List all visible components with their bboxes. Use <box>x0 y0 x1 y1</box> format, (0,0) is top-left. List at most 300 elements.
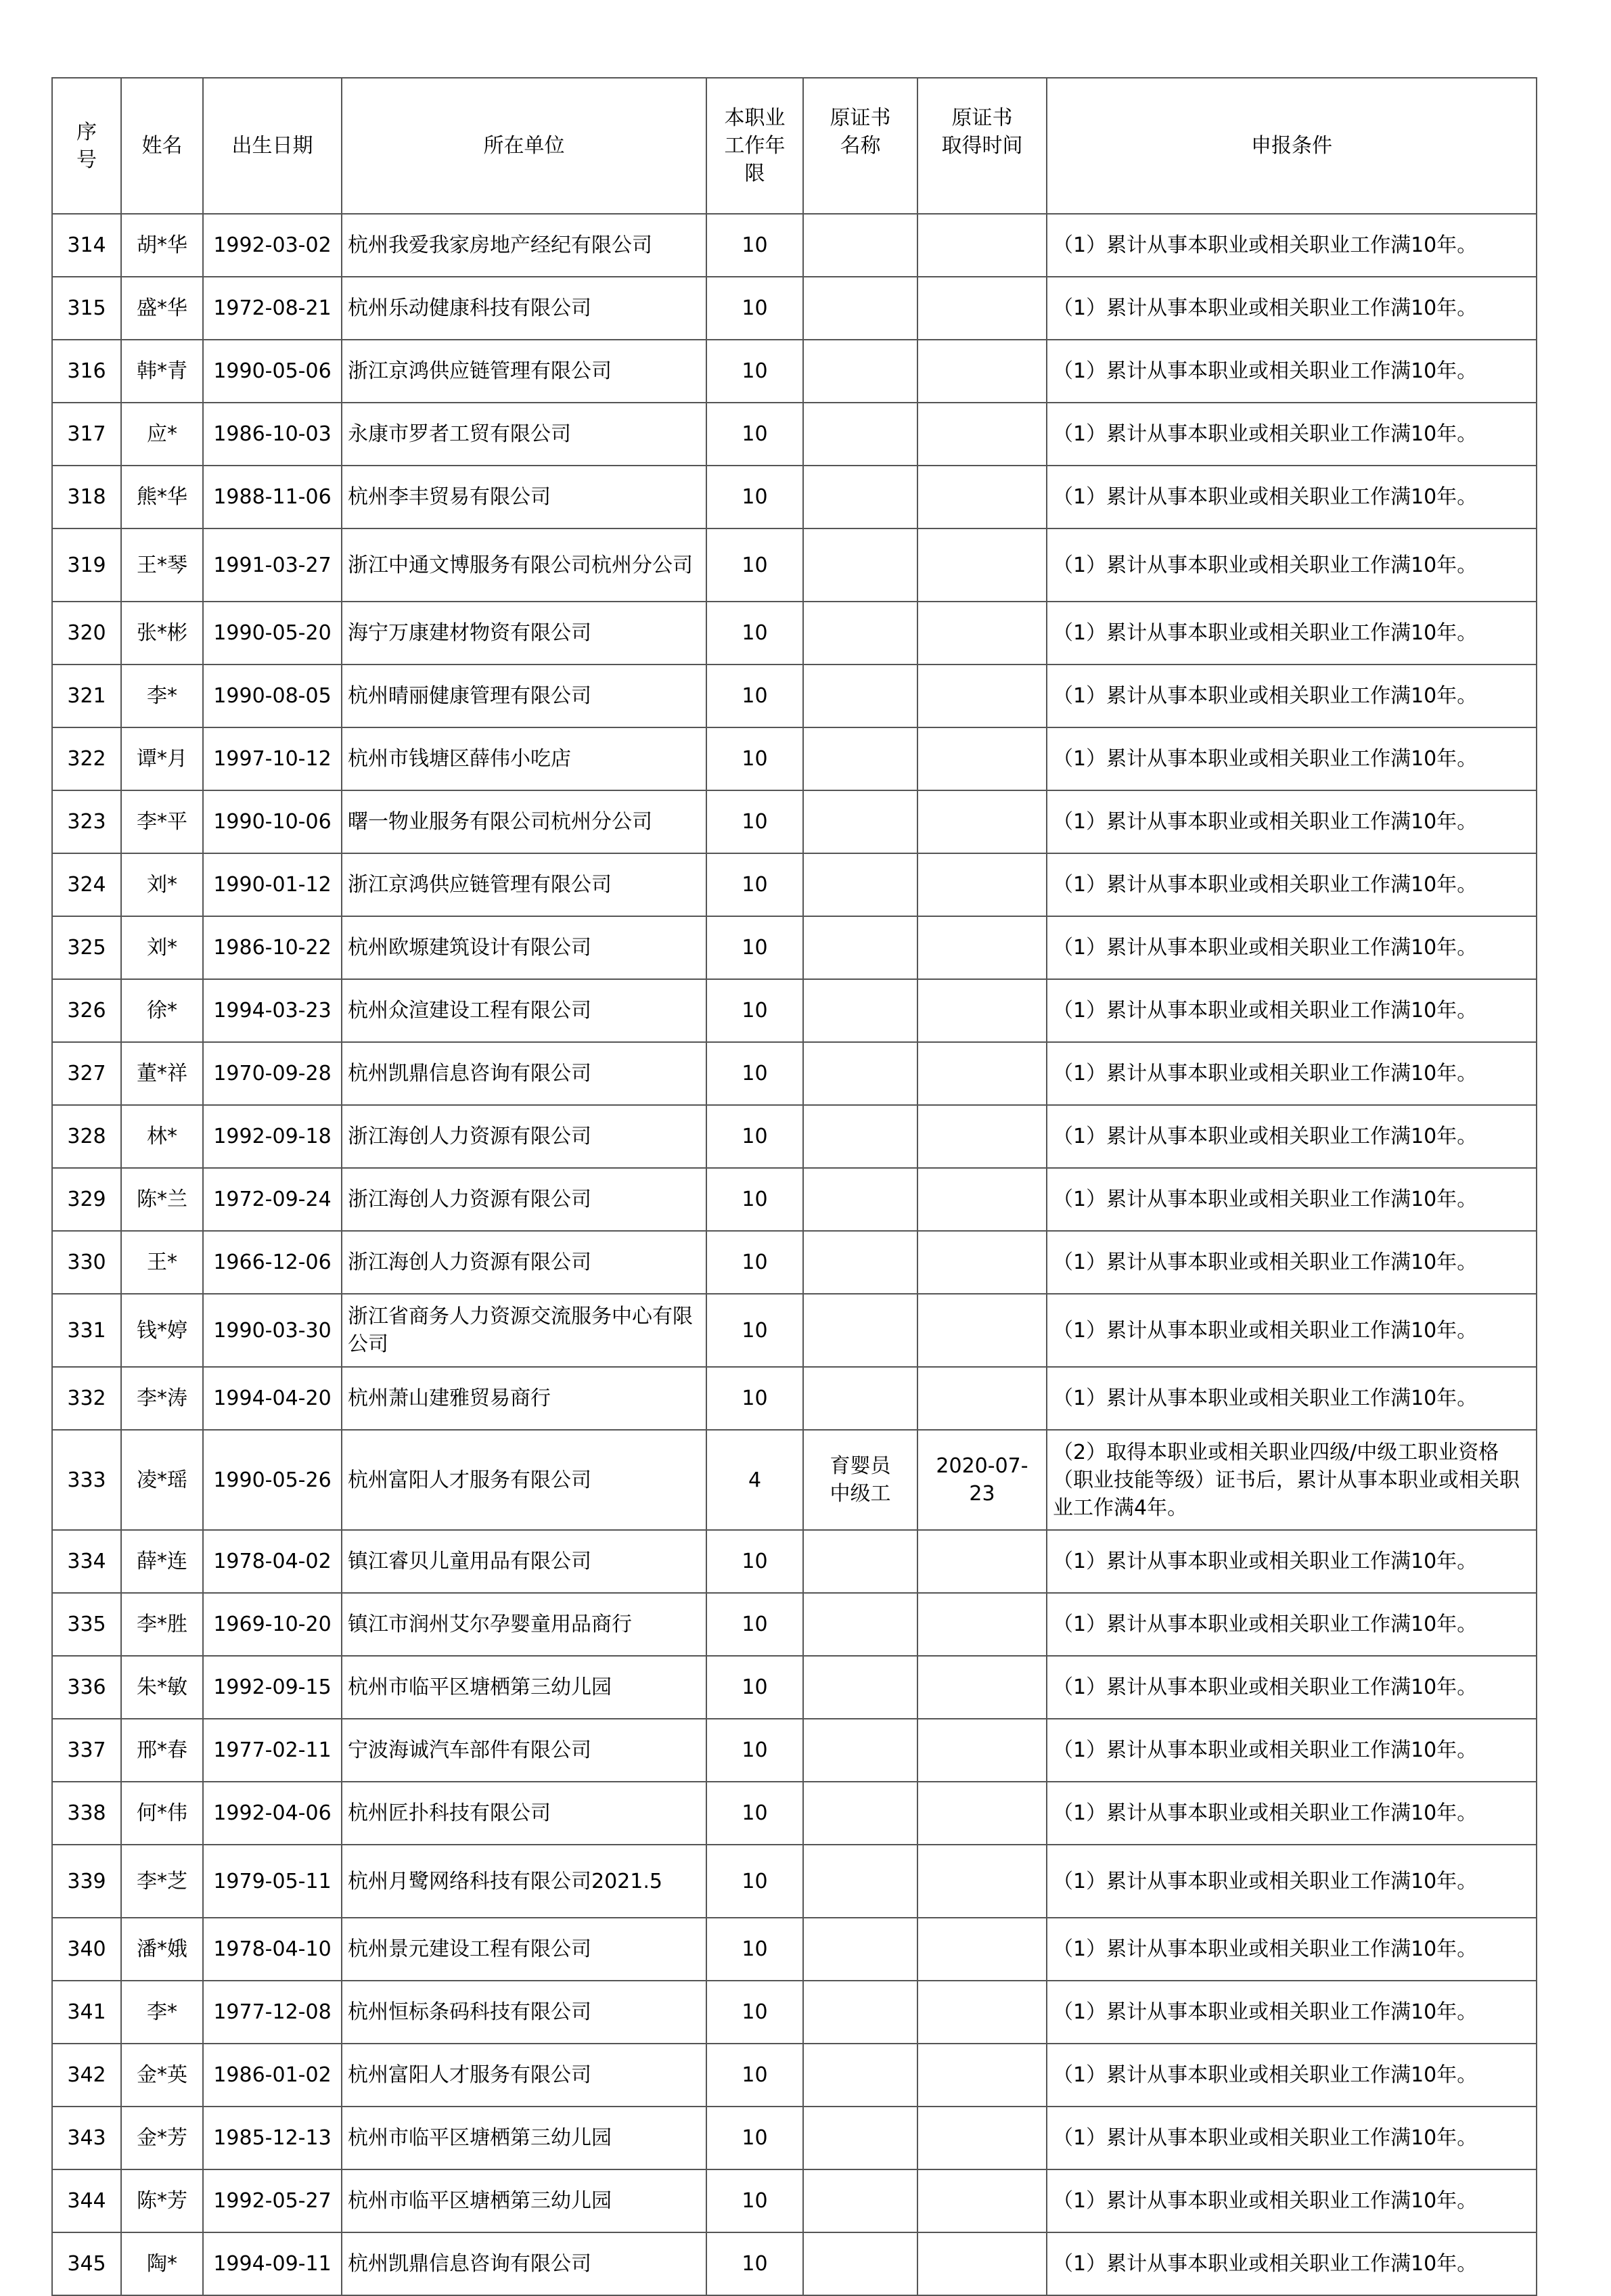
cell-birth: 1992-05-27 <box>203 2169 342 2232</box>
cell-name: 应* <box>121 403 203 466</box>
table-row <box>52 1656 1537 1719</box>
cell-birth: 1978-04-10 <box>203 1918 342 1981</box>
table-row <box>52 466 1537 528</box>
cell-birth: 1990-05-06 <box>203 340 342 403</box>
cell-years: 10 <box>706 466 803 528</box>
cell-seq: 320 <box>52 602 121 665</box>
cell-cert-name <box>803 727 917 790</box>
table-row <box>52 979 1537 1042</box>
cell-name: 陶* <box>121 2232 203 2295</box>
table-row <box>52 853 1537 916</box>
cell-cert-name <box>803 403 917 466</box>
table-row <box>52 2169 1537 2232</box>
cell-condition: （1）累计从事本职业或相关职业工作满10年。 <box>1047 1231 1537 1294</box>
cell-cert-time <box>917 1042 1047 1105</box>
cell-cert-name <box>803 979 917 1042</box>
cell-unit: 杭州市临平区塘栖第三幼儿园 <box>342 1656 706 1719</box>
cell-condition: （1）累计从事本职业或相关职业工作满10年。 <box>1047 403 1537 466</box>
header-condition: 申报条件 <box>1047 78 1537 214</box>
cell-birth: 1990-10-06 <box>203 790 342 853</box>
cell-years: 10 <box>706 1656 803 1719</box>
cell-name: 李*平 <box>121 790 203 853</box>
cell-cert-name <box>803 1845 917 1918</box>
cell-birth: 1990-05-26 <box>203 1430 342 1530</box>
header-cert-time: 原证书 取得时间 <box>917 78 1047 214</box>
cell-unit: 浙江京鸿供应链管理有限公司 <box>342 340 706 403</box>
cell-years: 10 <box>706 790 803 853</box>
cell-years: 10 <box>706 727 803 790</box>
cell-cert-time <box>917 1782 1047 1845</box>
cell-name: 韩*青 <box>121 340 203 403</box>
cell-years: 10 <box>706 1782 803 1845</box>
table-body <box>52 214 1537 2295</box>
cell-seq: 335 <box>52 1593 121 1656</box>
cell-unit: 镇江睿贝儿童用品有限公司 <box>342 1530 706 1593</box>
cell-unit: 杭州凯鼎信息咨询有限公司 <box>342 2232 706 2295</box>
cell-birth: 1990-05-20 <box>203 602 342 665</box>
cell-condition: （1）累计从事本职业或相关职业工作满10年。 <box>1047 340 1537 403</box>
cell-cert-time <box>917 528 1047 602</box>
cell-seq: 329 <box>52 1168 121 1231</box>
cell-cert-name <box>803 2232 917 2295</box>
cell-unit: 杭州月鹭网络科技有限公司2021.5 <box>342 1845 706 1918</box>
table-row <box>52 1530 1537 1593</box>
cell-cert-name <box>803 1918 917 1981</box>
cell-seq: 333 <box>52 1430 121 1530</box>
cell-name: 王* <box>121 1231 203 1294</box>
cell-years: 10 <box>706 1719 803 1782</box>
cell-unit: 浙江海创人力资源有限公司 <box>342 1231 706 1294</box>
cell-cert-time <box>917 1719 1047 1782</box>
cell-name: 李*涛 <box>121 1367 203 1430</box>
cell-birth: 1990-01-12 <box>203 853 342 916</box>
cell-cert-time <box>917 727 1047 790</box>
cell-cert-name <box>803 602 917 665</box>
cell-cert-name <box>803 790 917 853</box>
cell-cert-time <box>917 916 1047 979</box>
cell-years: 10 <box>706 403 803 466</box>
cell-years: 10 <box>706 277 803 340</box>
cell-cert-name <box>803 1042 917 1105</box>
header-years: 本职业 工作年 限 <box>706 78 803 214</box>
cell-seq: 327 <box>52 1042 121 1105</box>
cell-cert-time <box>917 1231 1047 1294</box>
cell-seq: 314 <box>52 214 121 277</box>
cell-unit: 杭州萧山建雅贸易商行 <box>342 1367 706 1430</box>
cell-unit: 杭州晴丽健康管理有限公司 <box>342 665 706 727</box>
cell-condition: （1）累计从事本职业或相关职业工作满10年。 <box>1047 2044 1537 2107</box>
cell-cert-name <box>803 2107 917 2169</box>
cell-name: 钱*婷 <box>121 1294 203 1367</box>
cell-seq: 339 <box>52 1845 121 1918</box>
header-name: 姓名 <box>121 78 203 214</box>
cell-unit: 杭州市临平区塘栖第三幼儿园 <box>342 2107 706 2169</box>
cell-seq: 316 <box>52 340 121 403</box>
cell-cert-name <box>803 665 917 727</box>
cell-name: 李*芝 <box>121 1845 203 1918</box>
cell-birth: 1978-04-02 <box>203 1530 342 1593</box>
cell-name: 刘* <box>121 916 203 979</box>
cell-cert-name <box>803 853 917 916</box>
table-row <box>52 1231 1537 1294</box>
cell-seq: 342 <box>52 2044 121 2107</box>
cell-unit: 浙江海创人力资源有限公司 <box>342 1168 706 1231</box>
cell-seq: 328 <box>52 1105 121 1168</box>
cell-birth: 1992-09-15 <box>203 1656 342 1719</box>
cell-name: 董*祥 <box>121 1042 203 1105</box>
cell-cert-name <box>803 2044 917 2107</box>
cell-birth: 1992-09-18 <box>203 1105 342 1168</box>
cell-seq: 324 <box>52 853 121 916</box>
cell-cert-name <box>803 1168 917 1231</box>
cell-cert-name <box>803 1593 917 1656</box>
cell-cert-time <box>917 1105 1047 1168</box>
cell-condition: （1）累计从事本职业或相关职业工作满10年。 <box>1047 2107 1537 2169</box>
table-row <box>52 1593 1537 1656</box>
cell-years: 10 <box>706 979 803 1042</box>
cell-name: 朱*敏 <box>121 1656 203 1719</box>
cell-unit: 杭州乐动健康科技有限公司 <box>342 277 706 340</box>
cell-birth: 1977-02-11 <box>203 1719 342 1782</box>
cell-years: 10 <box>706 1168 803 1231</box>
cell-seq: 337 <box>52 1719 121 1782</box>
cell-name: 凌*瑶 <box>121 1430 203 1530</box>
table-row <box>52 1367 1537 1430</box>
cell-cert-time <box>917 2107 1047 2169</box>
cell-name: 熊*华 <box>121 466 203 528</box>
table-row <box>52 916 1537 979</box>
table-row <box>52 1294 1537 1367</box>
cell-cert-name <box>803 1782 917 1845</box>
cell-seq: 319 <box>52 528 121 602</box>
cell-cert-time <box>917 1168 1047 1231</box>
cell-years: 10 <box>706 528 803 602</box>
cell-cert-time <box>917 403 1047 466</box>
header-cert-name: 原证书 名称 <box>803 78 917 214</box>
cell-condition: （1）累计从事本职业或相关职业工作满10年。 <box>1047 916 1537 979</box>
cell-cert-time <box>917 1530 1047 1593</box>
cell-condition: （1）累计从事本职业或相关职业工作满10年。 <box>1047 727 1537 790</box>
cell-cert-name <box>803 1231 917 1294</box>
cell-birth: 1985-12-13 <box>203 2107 342 2169</box>
cell-seq: 336 <box>52 1656 121 1719</box>
cell-seq: 322 <box>52 727 121 790</box>
cell-birth: 1990-08-05 <box>203 665 342 727</box>
table-row <box>52 277 1537 340</box>
cell-name: 胡*华 <box>121 214 203 277</box>
cell-name: 刘* <box>121 853 203 916</box>
cell-condition: （1）累计从事本职业或相关职业工作满10年。 <box>1047 2232 1537 2295</box>
cell-unit: 杭州市钱塘区薛伟小吃店 <box>342 727 706 790</box>
cell-unit: 镇江市润州艾尔孕婴童用品商行 <box>342 1593 706 1656</box>
cell-cert-name <box>803 1367 917 1430</box>
cell-years: 10 <box>706 1918 803 1981</box>
cell-name: 王*琴 <box>121 528 203 602</box>
cell-seq: 340 <box>52 1918 121 1981</box>
cell-condition: （1）累计从事本职业或相关职业工作满10年。 <box>1047 528 1537 602</box>
cell-unit: 浙江省商务人力资源交流服务中心有限公司 <box>342 1294 706 1367</box>
cell-birth: 1986-10-03 <box>203 403 342 466</box>
cell-unit: 杭州富阳人才服务有限公司 <box>342 2044 706 2107</box>
applicant-table <box>51 77 1537 2296</box>
cell-name: 陈*芳 <box>121 2169 203 2232</box>
cell-seq: 315 <box>52 277 121 340</box>
cell-birth: 1986-01-02 <box>203 2044 342 2107</box>
cell-condition: （1）累计从事本职业或相关职业工作满10年。 <box>1047 1782 1537 1845</box>
cell-years: 4 <box>706 1430 803 1530</box>
table-row <box>52 1845 1537 1918</box>
cell-birth: 1966-12-06 <box>203 1231 342 1294</box>
cell-years: 10 <box>706 2169 803 2232</box>
table-row <box>52 1430 1537 1530</box>
cell-name: 林* <box>121 1105 203 1168</box>
table-row <box>52 528 1537 602</box>
table-row <box>52 1719 1537 1782</box>
cell-birth: 1970-09-28 <box>203 1042 342 1105</box>
cell-name: 何*伟 <box>121 1782 203 1845</box>
table-row <box>52 602 1537 665</box>
table-row <box>52 790 1537 853</box>
cell-condition: （1）累计从事本职业或相关职业工作满10年。 <box>1047 1656 1537 1719</box>
cell-condition: （1）累计从事本职业或相关职业工作满10年。 <box>1047 1367 1537 1430</box>
cell-birth: 1992-04-06 <box>203 1782 342 1845</box>
cell-years: 10 <box>706 665 803 727</box>
cell-condition: （1）累计从事本职业或相关职业工作满10年。 <box>1047 277 1537 340</box>
cell-cert-time <box>917 340 1047 403</box>
table-row <box>52 1918 1537 1981</box>
cell-cert-name: 育婴员 中级工 <box>803 1430 917 1530</box>
table-row <box>52 214 1537 277</box>
table-row <box>52 2232 1537 2295</box>
cell-name: 盛*华 <box>121 277 203 340</box>
cell-birth: 1988-11-06 <box>203 466 342 528</box>
cell-years: 10 <box>706 602 803 665</box>
cell-years: 10 <box>706 1845 803 1918</box>
cell-cert-time <box>917 1845 1047 1918</box>
cell-cert-name <box>803 1105 917 1168</box>
cell-birth: 1977-12-08 <box>203 1981 342 2044</box>
cell-condition: （1）累计从事本职业或相关职业工作满10年。 <box>1047 790 1537 853</box>
cell-seq: 330 <box>52 1231 121 1294</box>
cell-name: 邢*春 <box>121 1719 203 1782</box>
cell-cert-name <box>803 466 917 528</box>
cell-condition: （1）累计从事本职业或相关职业工作满10年。 <box>1047 853 1537 916</box>
cell-cert-time <box>917 214 1047 277</box>
cell-cert-time <box>917 1294 1047 1367</box>
cell-cert-name <box>803 1981 917 2044</box>
cell-birth: 1979-05-11 <box>203 1845 342 1918</box>
cell-birth: 1997-10-12 <box>203 727 342 790</box>
cell-name: 潘*娥 <box>121 1918 203 1981</box>
cell-unit: 杭州市临平区塘栖第三幼儿园 <box>342 2169 706 2232</box>
cell-condition: （1）累计从事本职业或相关职业工作满10年。 <box>1047 1042 1537 1105</box>
cell-cert-time <box>917 2232 1047 2295</box>
cell-cert-name <box>803 340 917 403</box>
cell-cert-name <box>803 277 917 340</box>
cell-condition: （1）累计从事本职业或相关职业工作满10年。 <box>1047 1294 1537 1367</box>
cell-years: 10 <box>706 1367 803 1430</box>
cell-seq: 318 <box>52 466 121 528</box>
cell-name: 李*胜 <box>121 1593 203 1656</box>
cell-name: 李* <box>121 1981 203 2044</box>
table-row <box>52 1168 1537 1231</box>
cell-condition: （1）累计从事本职业或相关职业工作满10年。 <box>1047 1530 1537 1593</box>
header-seq: 序 号 <box>52 78 121 214</box>
cell-seq: 345 <box>52 2232 121 2295</box>
header-unit: 所在单位 <box>342 78 706 214</box>
cell-cert-time <box>917 1656 1047 1719</box>
cell-birth: 1994-03-23 <box>203 979 342 1042</box>
cell-years: 10 <box>706 916 803 979</box>
cell-years: 10 <box>706 340 803 403</box>
cell-birth: 1972-09-24 <box>203 1168 342 1231</box>
cell-name: 金*英 <box>121 2044 203 2107</box>
cell-seq: 331 <box>52 1294 121 1367</box>
cell-condition: （1）累计从事本职业或相关职业工作满10年。 <box>1047 1593 1537 1656</box>
cell-condition: （1）累计从事本职业或相关职业工作满10年。 <box>1047 1918 1537 1981</box>
cell-years: 10 <box>706 2107 803 2169</box>
cell-cert-name <box>803 2169 917 2232</box>
cell-seq: 326 <box>52 979 121 1042</box>
cell-years: 10 <box>706 1294 803 1367</box>
cell-years: 10 <box>706 1231 803 1294</box>
cell-seq: 338 <box>52 1782 121 1845</box>
cell-seq: 317 <box>52 403 121 466</box>
cell-name: 谭*月 <box>121 727 203 790</box>
cell-cert-name <box>803 1530 917 1593</box>
cell-cert-time: 2020-07-23 <box>917 1430 1047 1530</box>
cell-cert-time <box>917 2044 1047 2107</box>
cell-unit: 杭州恒标条码科技有限公司 <box>342 1981 706 2044</box>
cell-seq: 321 <box>52 665 121 727</box>
cell-cert-name <box>803 1656 917 1719</box>
cell-unit: 永康市罗者工贸有限公司 <box>342 403 706 466</box>
cell-cert-time <box>917 602 1047 665</box>
cell-cert-time <box>917 665 1047 727</box>
cell-cert-time <box>917 277 1047 340</box>
cell-unit: 杭州景元建设工程有限公司 <box>342 1918 706 1981</box>
cell-cert-time <box>917 979 1047 1042</box>
cell-years: 10 <box>706 1105 803 1168</box>
cell-years: 10 <box>706 214 803 277</box>
cell-seq: 343 <box>52 2107 121 2169</box>
cell-birth: 1994-09-11 <box>203 2232 342 2295</box>
cell-cert-time <box>917 2169 1047 2232</box>
table-row <box>52 1981 1537 2044</box>
cell-unit: 杭州匠扑科技有限公司 <box>342 1782 706 1845</box>
cell-seq: 323 <box>52 790 121 853</box>
cell-seq: 341 <box>52 1981 121 2044</box>
cell-seq: 334 <box>52 1530 121 1593</box>
cell-birth: 1986-10-22 <box>203 916 342 979</box>
cell-cert-time <box>917 790 1047 853</box>
cell-unit: 海宁万康建材物资有限公司 <box>342 602 706 665</box>
cell-name: 徐* <box>121 979 203 1042</box>
header-row <box>52 78 1537 214</box>
cell-birth: 1990-03-30 <box>203 1294 342 1367</box>
cell-cert-time <box>917 1981 1047 2044</box>
cell-condition: （1）累计从事本职业或相关职业工作满10年。 <box>1047 1105 1537 1168</box>
cell-seq: 325 <box>52 916 121 979</box>
cell-unit: 杭州凯鼎信息咨询有限公司 <box>342 1042 706 1105</box>
cell-cert-name <box>803 916 917 979</box>
table-row <box>52 1042 1537 1105</box>
cell-seq: 344 <box>52 2169 121 2232</box>
cell-cert-name <box>803 1719 917 1782</box>
table-row <box>52 403 1537 466</box>
cell-years: 10 <box>706 1981 803 2044</box>
cell-name: 金*芳 <box>121 2107 203 2169</box>
cell-birth: 1969-10-20 <box>203 1593 342 1656</box>
cell-cert-time <box>917 1367 1047 1430</box>
cell-years: 10 <box>706 2232 803 2295</box>
cell-cert-time <box>917 853 1047 916</box>
cell-cert-time <box>917 1918 1047 1981</box>
cell-condition: （1）累计从事本职业或相关职业工作满10年。 <box>1047 665 1537 727</box>
cell-birth: 1994-04-20 <box>203 1367 342 1430</box>
cell-condition: （1）累计从事本职业或相关职业工作满10年。 <box>1047 602 1537 665</box>
header-birth: 出生日期 <box>203 78 342 214</box>
table-row <box>52 665 1537 727</box>
cell-years: 10 <box>706 853 803 916</box>
cell-unit: 杭州我爱我家房地产经纪有限公司 <box>342 214 706 277</box>
cell-condition: （1）累计从事本职业或相关职业工作满10年。 <box>1047 1981 1537 2044</box>
cell-cert-time <box>917 466 1047 528</box>
cell-condition: （1）累计从事本职业或相关职业工作满10年。 <box>1047 214 1537 277</box>
cell-condition: （2）取得本职业或相关职业四级/中级工职业资格（职业技能等级）证书后，累计从事本职业或相关职业工作满4年。 <box>1047 1430 1537 1530</box>
table-row <box>52 340 1537 403</box>
cell-condition: （1）累计从事本职业或相关职业工作满10年。 <box>1047 1719 1537 1782</box>
cell-unit: 浙江中通文博服务有限公司杭州分公司 <box>342 528 706 602</box>
table-row <box>52 1782 1537 1845</box>
cell-unit: 杭州李丰贸易有限公司 <box>342 466 706 528</box>
cell-unit: 宁波海诚汽车部件有限公司 <box>342 1719 706 1782</box>
cell-unit: 曙一物业服务有限公司杭州分公司 <box>342 790 706 853</box>
cell-condition: （1）累计从事本职业或相关职业工作满10年。 <box>1047 466 1537 528</box>
cell-unit: 浙江海创人力资源有限公司 <box>342 1105 706 1168</box>
cell-years: 10 <box>706 2044 803 2107</box>
cell-condition: （1）累计从事本职业或相关职业工作满10年。 <box>1047 2169 1537 2232</box>
cell-unit: 杭州欧塬建筑设计有限公司 <box>342 916 706 979</box>
cell-cert-name <box>803 1294 917 1367</box>
cell-years: 10 <box>706 1593 803 1656</box>
cell-name: 薛*连 <box>121 1530 203 1593</box>
table-row <box>52 2044 1537 2107</box>
cell-years: 10 <box>706 1042 803 1105</box>
cell-unit: 浙江京鸿供应链管理有限公司 <box>342 853 706 916</box>
table-row <box>52 727 1537 790</box>
cell-condition: （1）累计从事本职业或相关职业工作满10年。 <box>1047 979 1537 1042</box>
cell-years: 10 <box>706 1530 803 1593</box>
cell-cert-name <box>803 528 917 602</box>
cell-birth: 1991-03-27 <box>203 528 342 602</box>
cell-name: 陈*兰 <box>121 1168 203 1231</box>
cell-seq: 332 <box>52 1367 121 1430</box>
cell-unit: 杭州富阳人才服务有限公司 <box>342 1430 706 1530</box>
cell-unit: 杭州众渲建设工程有限公司 <box>342 979 706 1042</box>
cell-birth: 1992-03-02 <box>203 214 342 277</box>
table-header <box>52 78 1537 214</box>
table-row <box>52 2107 1537 2169</box>
cell-birth: 1972-08-21 <box>203 277 342 340</box>
cell-condition: （1）累计从事本职业或相关职业工作满10年。 <box>1047 1168 1537 1231</box>
cell-name: 李* <box>121 665 203 727</box>
table-row <box>52 1105 1537 1168</box>
cell-name: 张*彬 <box>121 602 203 665</box>
cell-condition: （1）累计从事本职业或相关职业工作满10年。 <box>1047 1845 1537 1918</box>
cell-cert-time <box>917 1593 1047 1656</box>
cell-cert-name <box>803 214 917 277</box>
